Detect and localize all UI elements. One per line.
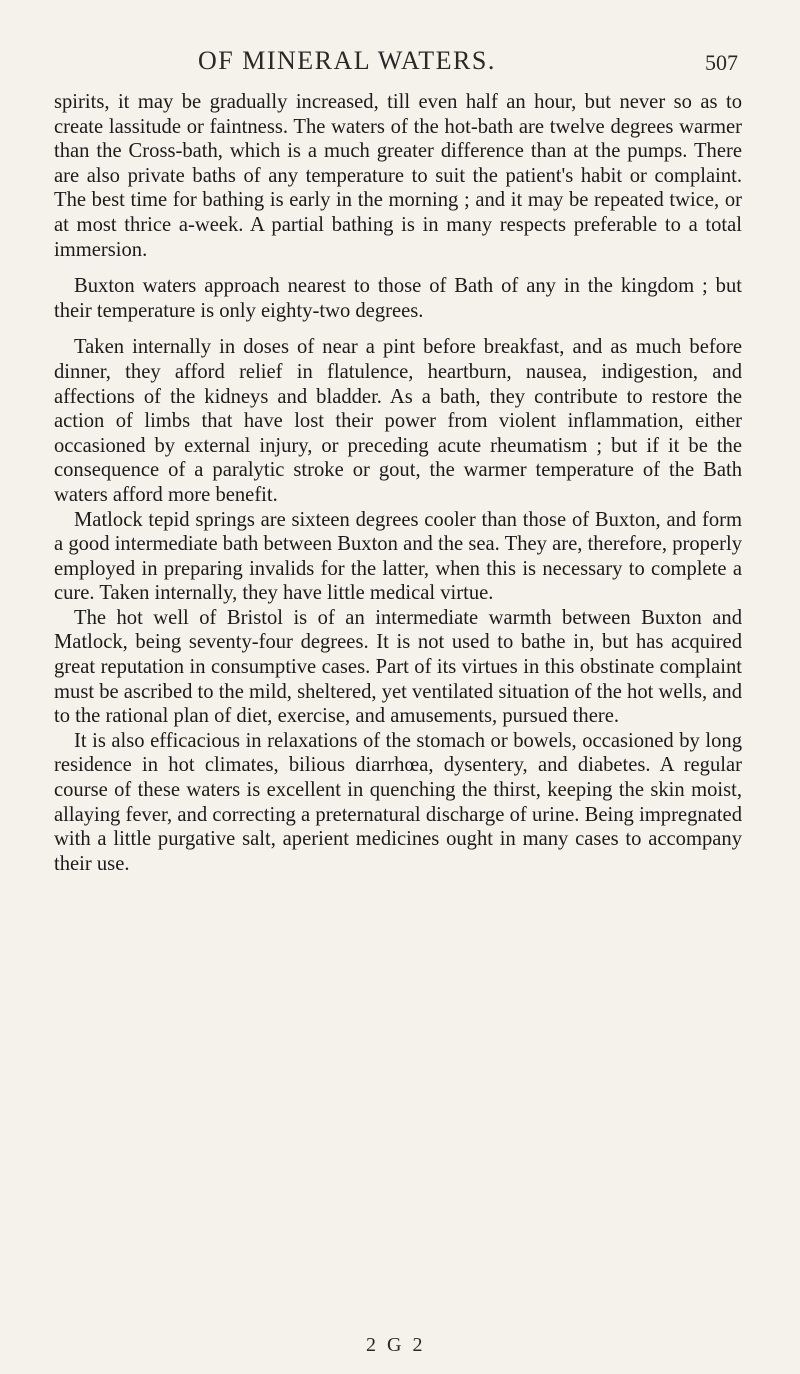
paragraph-bristol-efficacy: It is also efficacious in relaxations of the stomach or bowels, occasioned by long residence in hot climates, bilious diarrhœa, dysentery, and diabetes. A regular course of these waters is excellent in quenching the thirst, keeping the skin moist, allaying fever, and correcting a preternatural discharge of urine. Being impregnated with a little purgative salt, aperient medicines ought in many cases to accompany their use. xyxy=(54,729,742,875)
paragraph-buxton-internal: Taken internally in doses of near a pint before breakfast, and as much before dinner, they afford relief in flatulence, heartburn, nausea, indigestion, and affections of the kidneys and bladder. As a bath, they contribute to restore the action of limbs that have lost their power from violent inflammation, either occasioned by external injury, or preceding acute rheumatism ; but if it be the consequence of a paralytic stroke or gout, the warmer temperature of the Bath waters afford more benefit. xyxy=(54,336,742,506)
paragraph-gap xyxy=(54,262,742,274)
signature-mark: 2 G 2 xyxy=(366,1334,426,1356)
paragraph-matlock: Matlock tepid springs are sixteen degrees cooler than those of Buxton, and form a good intermediate bath between Buxton and the sea. They are, therefore, properly employed in preparing invalids for the latter, when this is necessary to complete a cure. Taken internally, they have little medical virtue. xyxy=(54,508,742,605)
body-text xyxy=(54,90,742,876)
page-number: 507 xyxy=(705,50,738,75)
paragraph-buxton-intro: Buxton waters approach nearest to those of Bath of any in the kingdom ; but their temperature is only eighty-two degrees. xyxy=(54,275,742,322)
paragraph-bristol: The hot well of Bristol is of an intermediate warmth between Buxton and Matlock, being seventy-four degrees. It is not used to bathe in, but has acquired great reputation in consumptive cases. Part of its virtues in this obstinate complaint must be ascribed to the mild, sheltered, yet ventilated situation of the hot wells, and to the rational plan of diet, exercise, and amusements, pursued there. xyxy=(54,606,743,728)
page-header xyxy=(198,46,738,82)
paragraph-bath-bathing: spirits, it may be gradually increased, till even half an hour, but never so as to create lassitude or faintness. The waters of the hot-bath are twelve degrees warmer than the Cross-bath, which is a much greater difference than at the pumps. There are also private baths of any temperature to suit the patient's habit or complaint. The best time for bathing is early in the morning ; and it may be repeated twice, or at most thrice a-week. A partial bathing is in many respects preferable to a total immersion. xyxy=(54,91,742,261)
running-head: OF MINERAL WATERS. xyxy=(198,46,496,75)
paragraph-gap xyxy=(54,323,742,335)
